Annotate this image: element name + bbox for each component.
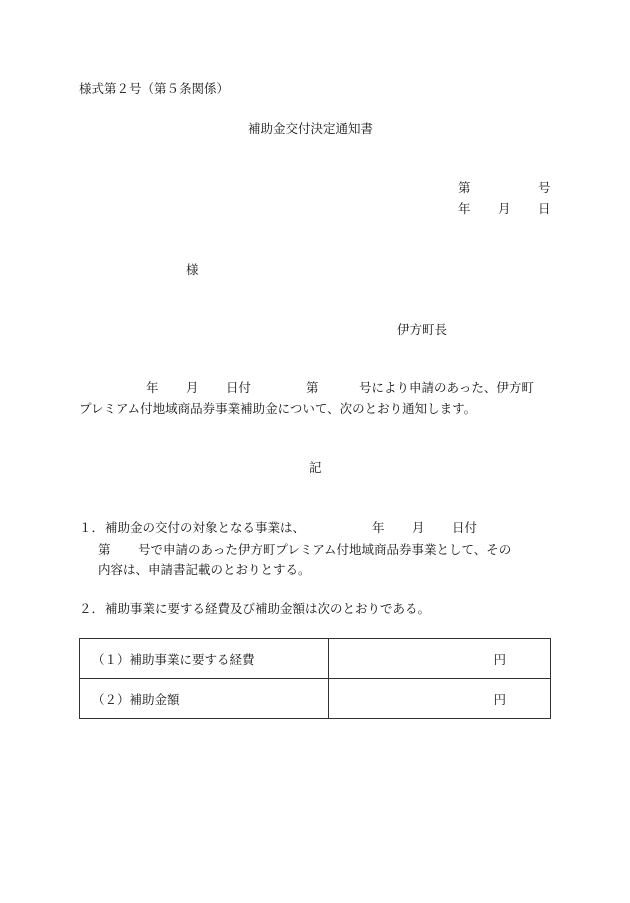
expense-label: （１）補助事業に要する経費: [80, 639, 329, 679]
item1-number: １．: [79, 520, 105, 535]
item2-text: 補助事業に要する経費及び補助金額は次のとおりである。: [105, 601, 431, 616]
body-dai: 第: [306, 380, 319, 395]
date-month: 月: [498, 201, 511, 216]
grant-amount-label: （２）補助金額: [80, 679, 329, 719]
issuer-name: 伊方町長: [397, 322, 448, 337]
body-year: 年: [146, 380, 159, 395]
body-line1-rest: 号により申請のあった、伊方町: [359, 380, 534, 395]
item1-month: 月: [412, 520, 425, 535]
form-number: 様式第２号（第５条関係）: [79, 81, 230, 96]
item2-number: ２．: [79, 601, 105, 616]
date-day: 日: [538, 201, 551, 216]
item1-line2-dai: 第: [98, 542, 111, 557]
grant-amount-cell: 円: [329, 679, 551, 719]
body-date-suffix: 日付: [226, 380, 252, 395]
table-row: [80, 639, 551, 679]
item1-year: 年: [372, 520, 385, 535]
addressee-sama: 様: [186, 262, 199, 277]
date-year: 年: [458, 201, 471, 216]
body-month: 月: [186, 380, 199, 395]
body-line2: プレミアム付地域商品券事業補助金について、次のとおり通知します。: [79, 401, 477, 416]
ki-heading: 記: [309, 460, 322, 475]
item1-line3: 内容は、申請書記載のとおりとする。: [98, 562, 311, 577]
document-title: 補助金交付決定通知書: [248, 121, 374, 136]
item1-line1-text: 補助金の交付の対象となる事業は、: [105, 520, 306, 535]
reference-dai: 第: [458, 180, 471, 195]
reference-go: 号: [538, 180, 551, 195]
table-row: [80, 679, 551, 719]
item1-line2-rest: 号で申請のあった伊方町プレミアム付地域商品券事業として、その: [138, 542, 512, 557]
amount-table: [79, 638, 551, 719]
item1-date-suffix: 日付: [452, 520, 478, 535]
expense-amount-cell: 円: [329, 639, 551, 679]
